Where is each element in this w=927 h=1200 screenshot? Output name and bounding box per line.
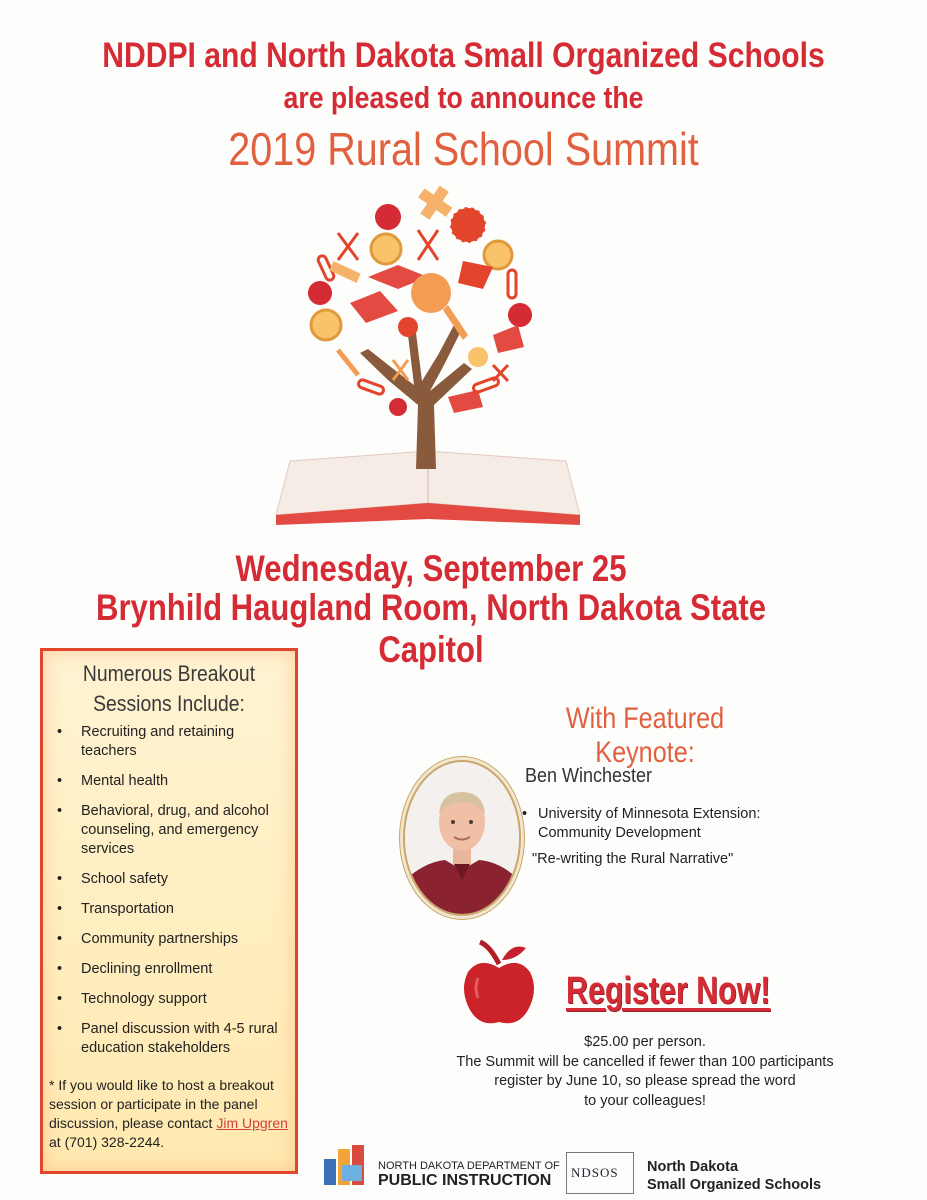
price-text: $25.00 per person.	[584, 1034, 706, 1050]
dpi-name-line-1: NORTH DAKOTA DEPARTMENT OF	[378, 1160, 560, 1172]
paperclip-icon	[508, 270, 516, 298]
sessions-title-line-1: Numerous Breakout	[82, 661, 256, 686]
list-item: • Transportation	[49, 900, 289, 919]
dpi-name-line-2: PUBLIC INSTRUCTION	[378, 1172, 552, 1188]
speaker-portrait-icon	[405, 762, 519, 914]
tree-book-illustration	[268, 185, 588, 530]
register-now-link[interactable]: Register Now!	[566, 970, 771, 1012]
cancel-line-3: to your colleagues!	[584, 1092, 706, 1109]
speaker-affiliation: • University of Minnesota Extension: Community Development	[520, 805, 798, 843]
host-note	[49, 1076, 289, 1152]
cancel-line-1: The Summit will be cancelled if fewer than 100 participants	[456, 1053, 834, 1070]
apple-icon	[508, 303, 532, 327]
list-item: • School safety	[49, 870, 289, 889]
speaker-photo	[403, 760, 521, 916]
scissors-icon	[338, 233, 358, 260]
contact-link[interactable]: Jim Upgren	[216, 1115, 288, 1131]
talk-title: "Re-writing the Rural Narrative"	[532, 851, 734, 867]
clock-icon	[311, 310, 341, 340]
list-item: • Panel discussion with 4-5 rural education stakeholders	[49, 1020, 289, 1058]
list-item: • Behavioral, drug, and alcohol counseling, and emergency services	[49, 802, 289, 859]
clock-icon	[484, 241, 512, 269]
apple-icon	[389, 398, 407, 416]
globe-icon	[411, 273, 451, 313]
list-item: • Declining enrollment	[49, 960, 289, 979]
sessions-list	[49, 723, 289, 1069]
speaker-name: Ben Winchester	[525, 765, 653, 787]
host-note-text: * If you would like to host a breakout session or participate in the panel discussion, please contact	[49, 1077, 274, 1131]
breakout-sessions-box	[40, 648, 298, 1174]
event-date: Wednesday, September 25	[235, 548, 627, 589]
cancel-line-2: register by June 10, so please spread the word	[494, 1073, 796, 1089]
event-location: Brynhild Haugland Room, North Dakota State Capitol	[95, 587, 767, 670]
list-item: • Community partnerships	[49, 930, 289, 949]
header-line-2: are pleased to announce the	[283, 80, 644, 115]
summit-title: 2019 Rural School Summit	[228, 123, 699, 175]
sessions-title	[58, 659, 280, 719]
nddpi-logo-icon	[322, 1143, 370, 1188]
list-item: • Mental health	[49, 772, 289, 791]
registration-details	[440, 1033, 850, 1111]
sessions-title-line-2: Sessions Include:	[93, 691, 245, 716]
keynote-heading: With Featured Keynote:	[565, 702, 725, 769]
apple-icon	[460, 938, 538, 1028]
contact-phone: at (701) 328-2244.	[49, 1134, 165, 1150]
clock-icon	[371, 234, 401, 264]
ndsos-badge-text: NDSOS	[571, 1165, 619, 1180]
apple-icon	[375, 204, 401, 230]
ndsos-name-line-1: North Dakota	[647, 1159, 739, 1175]
list-item: • Technology support	[49, 990, 289, 1009]
apple-icon	[308, 281, 332, 305]
ndsos-name-line-2: Small Organized Schools	[647, 1177, 822, 1192]
list-item: • Recruiting and retaining teachers	[49, 723, 289, 761]
header-line-1: NDDPI and North Dakota Small Organized Schools	[102, 36, 825, 75]
